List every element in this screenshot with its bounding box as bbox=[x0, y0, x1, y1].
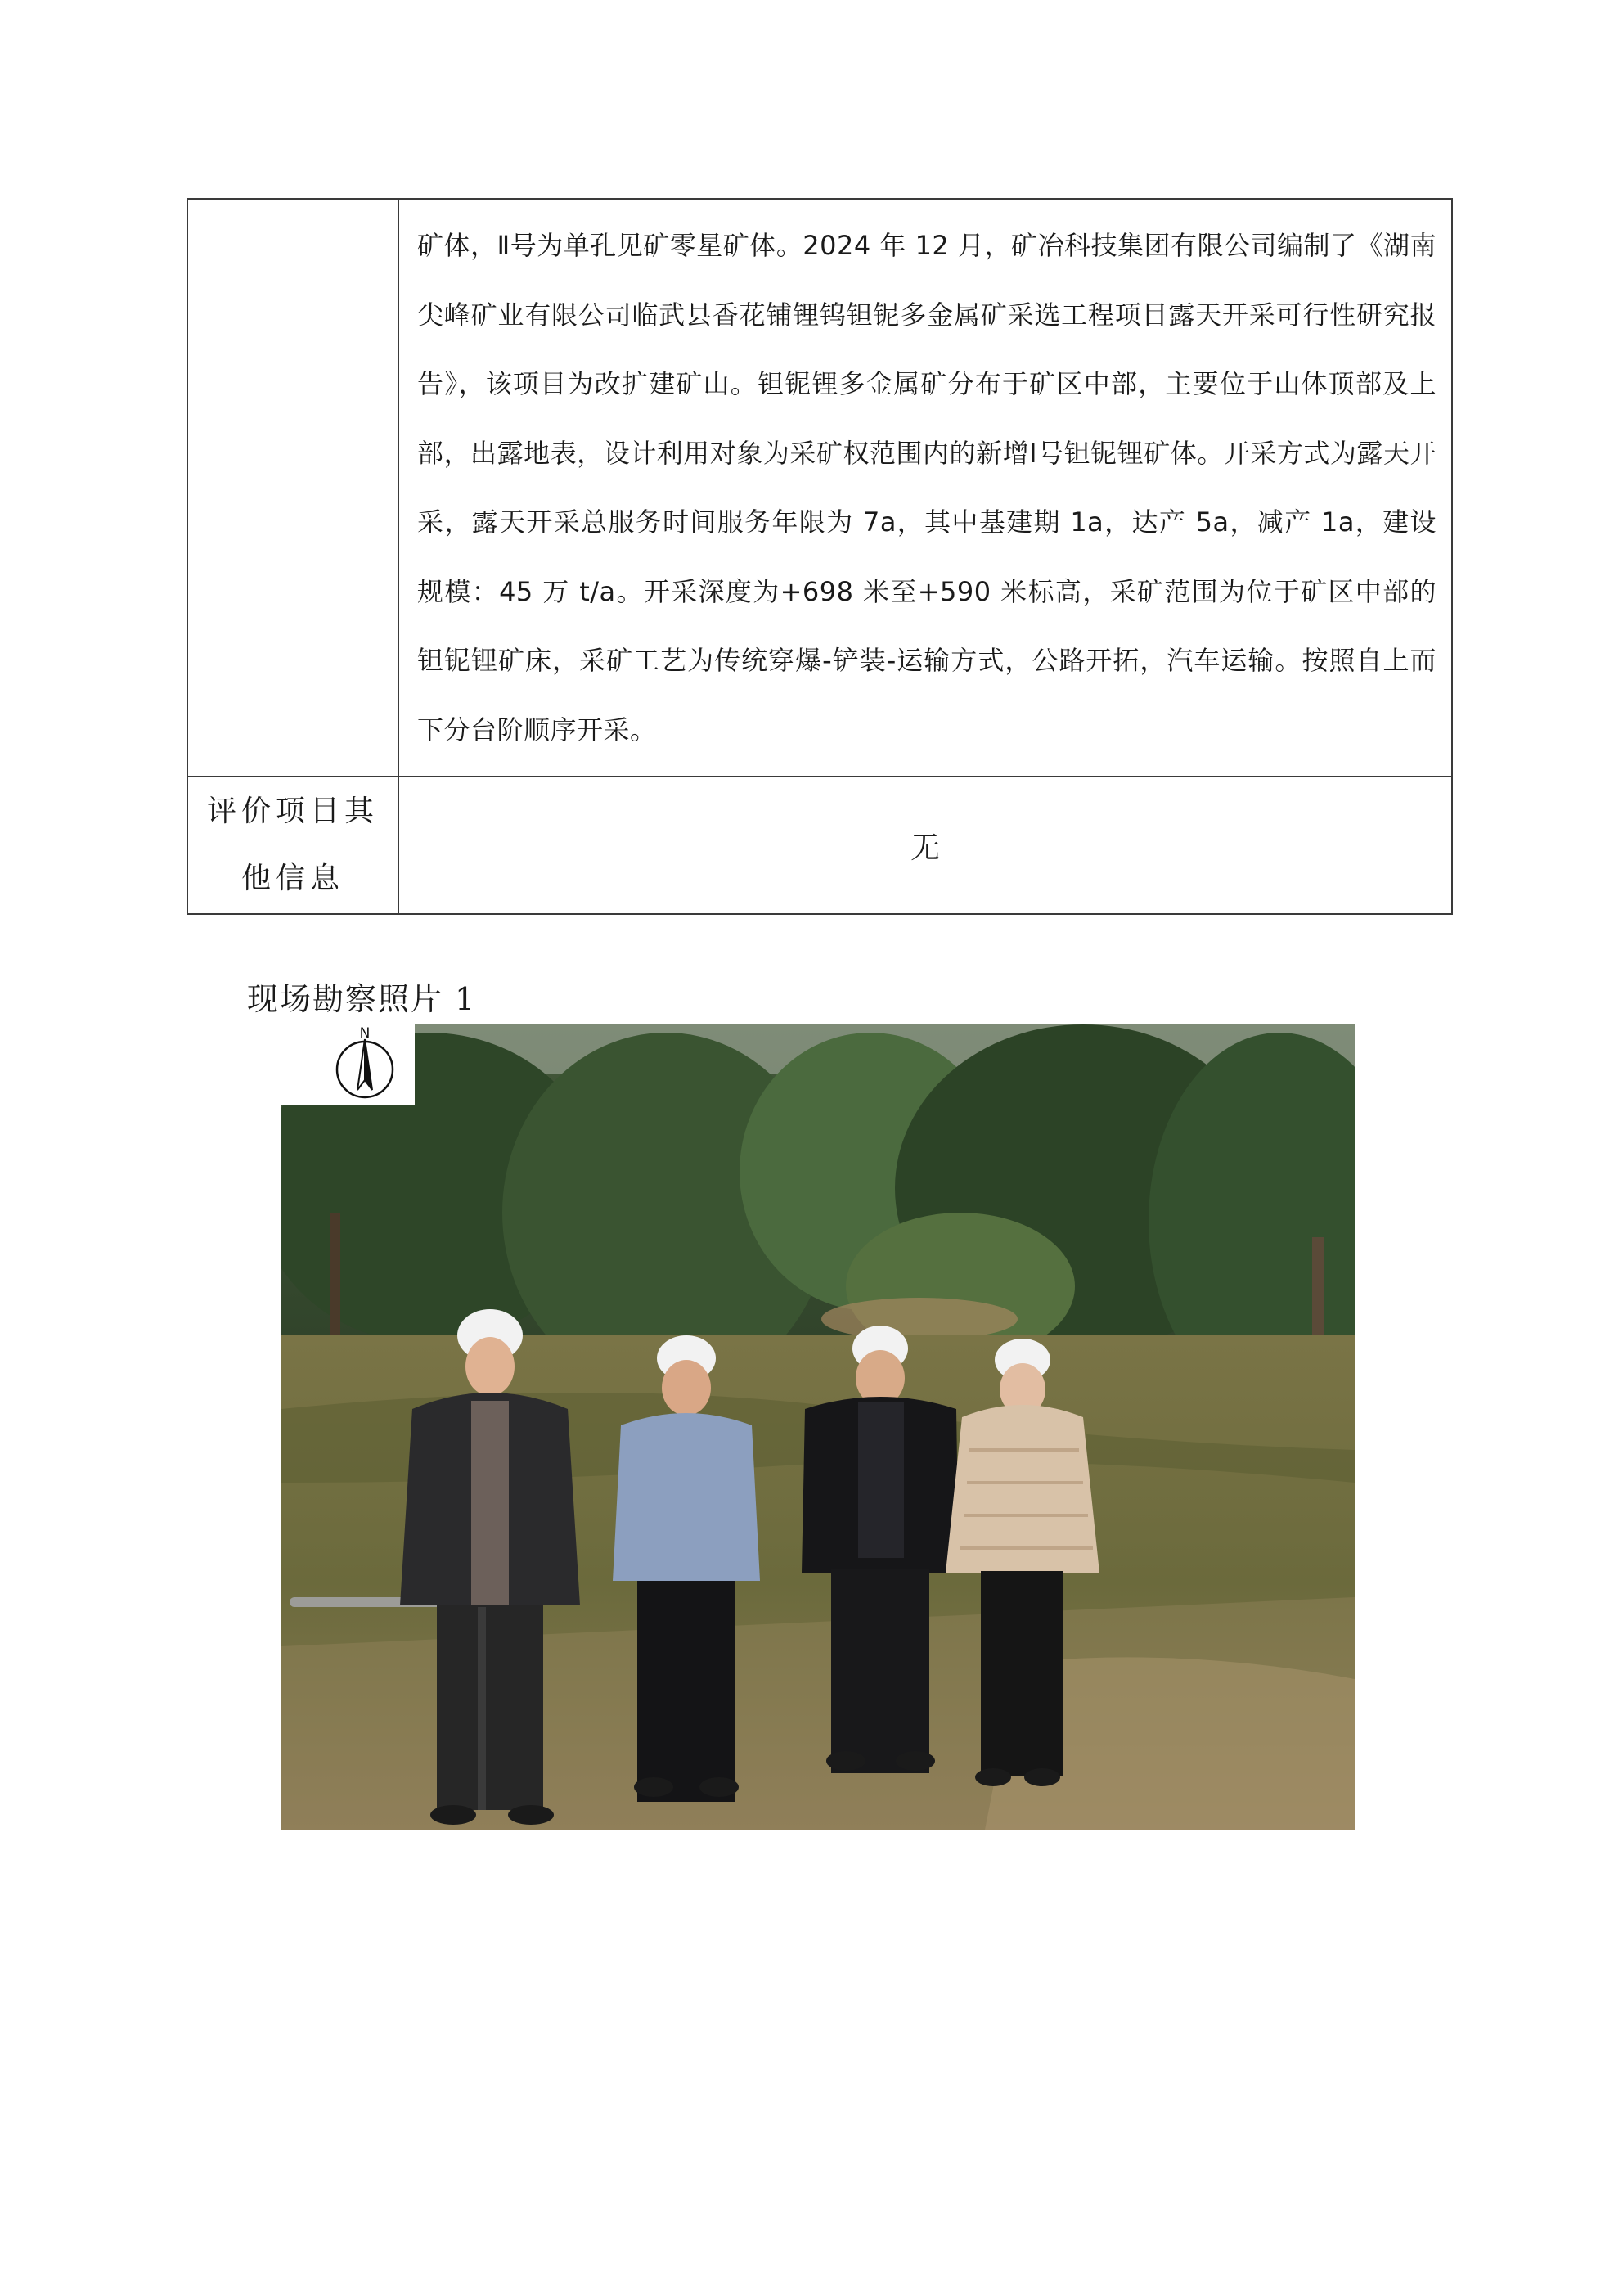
north-arrow-icon bbox=[281, 1024, 415, 1105]
other-info-value-cell: 无 bbox=[398, 777, 1452, 914]
project-description-text: 矿体，Ⅱ号为单孔见矿零星矿体。2024 年 12 月，矿冶科技集团有限公司编制了《湖南尖峰矿业有限公司临武县香花铺锂钨钽铌多金属矿采选工程项目露天开采可行性研究报告》，该项目为改扩建矿山。钽铌锂多金属矿分布于矿区中部，主要位于山体顶部及上部，出露地表，设计利用对象为采矿权范围内的新增Ⅰ号钽铌锂矿体。开采方式为露天开采，露天开采总服务时间服务年限为 7a，其中基建期 1a，达产 5a，减产 1a，建设规模：45 万 t/a。开采深度为+698 米至+590 米标高，采矿范围为位于矿区中部的钽铌锂矿床，采矿工艺为传统穿爆-铲装-运输方式，公路开拓，汽车运输。按照自上而下分台阶顺序开采。 bbox=[417, 230, 1436, 745]
row-content-cell bbox=[398, 199, 1452, 777]
row-label-cell bbox=[187, 199, 398, 777]
other-info-label-line2: 他信息 bbox=[241, 862, 344, 895]
other-info-label-cell bbox=[187, 777, 398, 914]
site-survey-photo bbox=[281, 1024, 1355, 1830]
photo-caption: 现场勘察照片 1 bbox=[247, 981, 477, 1017]
north-arrow-box bbox=[281, 1024, 415, 1105]
site-photo-illustration bbox=[281, 1024, 1355, 1830]
project-info-table bbox=[187, 198, 1453, 915]
table-row bbox=[187, 777, 1452, 914]
other-info-label-line1: 评价项目其 bbox=[206, 795, 379, 828]
north-label: N bbox=[359, 1025, 371, 1042]
table-row bbox=[187, 199, 1452, 777]
